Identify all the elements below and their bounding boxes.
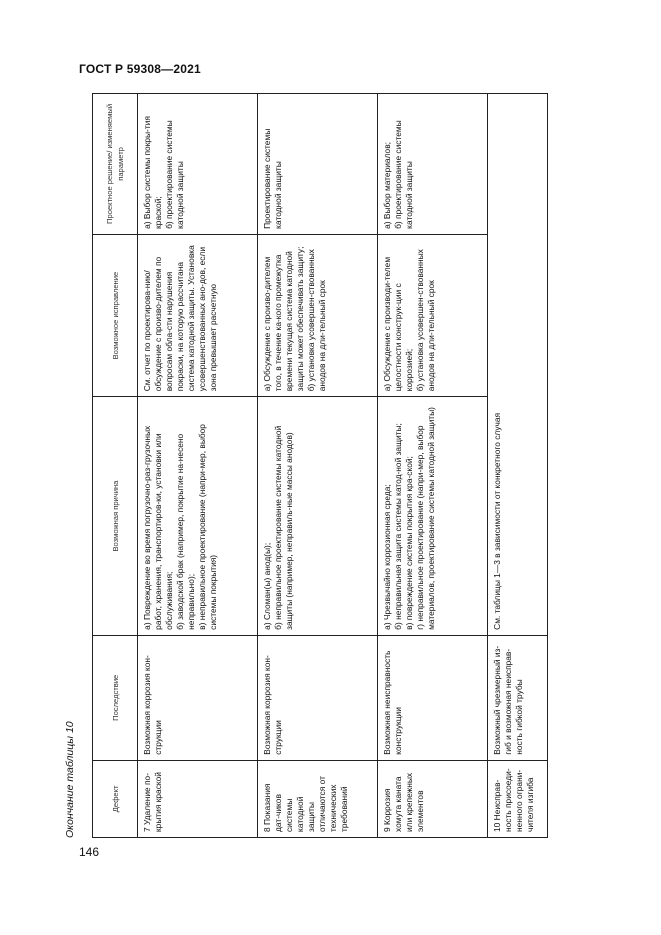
col-header-consequence: Последствие [93, 635, 138, 760]
cell-defect: 7 Удаление по-крытия краской [138, 760, 258, 837]
cell-fix: а) Обсуждение с производи-телем целостности конструк-ции с коррозией; б) установка усовершен-ствованных анодов на дли-тельный срок [378, 234, 488, 396]
cell-defect: 9 Коррозия хомута каната или крепежных элементов [378, 760, 488, 837]
cell-cause: а) Повреждение во время погрузочно-раз-грузочных работ, хранения, транспортиров-ки, установки или обслуживания; б) заводской брак (например, покрытие на-несено неправильно); в) неправильное проектирование (напри-мер, выбор системы покрытия) [138, 397, 258, 636]
cell-cause: а) Сломан(ы) анод(ы); б) неправильное проектирование системы катодной защиты (например, неправиль-ные массы анодов) [258, 397, 378, 636]
cell-consequence: Возможный чрезмерный из-гиб и возможная неисправ-ность гибкой трубы [488, 635, 548, 760]
table-row [138, 94, 258, 838]
cell-cause: а) Чрезвычайно коррозионная среда; б) неправильная защита системы катод-ной защиты; в) повреждение системы покрытия кра-ской; г) неправильное проектирование (напри-мер, выбор материалов, проектирование системы катодной защиты) [378, 397, 488, 636]
cell-defect: 8 Показания дат-чиков системы катодной защиты отличаются от технических требований [258, 760, 378, 837]
standard-header: ГОСТ Р 59308—2021 [79, 62, 201, 76]
cell-consequence: Возможная неисправность конструкции [378, 635, 488, 760]
cell-fix: а) Обсуждение с произво-дителем того, в течение ка-кого промежутка времени текущая система катодной защиты может обеспечивать защиту; б) установка усовершен-ствованных анодов на дли-тельный срок [258, 234, 378, 396]
cell-defect: 10 Неисправ-ность присоеди-ненного ограни-чителя изгиба [488, 760, 548, 837]
defects-table [92, 93, 548, 838]
cell-consequence: Возможная коррозия кон-струкции [258, 635, 378, 760]
col-header-cause: Возможная причина [93, 397, 138, 636]
cell-design: а) Выбор системы покры-тия краской; б) проектирование системы катодной защиты [138, 94, 258, 235]
table-row [378, 94, 488, 838]
col-header-design: Проектное решение/ изменяемый параметр [93, 94, 138, 235]
page-number: 146 [79, 845, 100, 859]
col-header-fix: Возможное исправление [93, 234, 138, 396]
cell-span-note: См. таблицы 1—3 в зависимости от конкретного случая [488, 94, 548, 636]
cell-fix: См. отчет по проектирова-нию/обсуждение с произво-дителем по вопросам обла-сти нарушения покраски, на которую рассчитана система катодной защиты. Установка усовершенствованных ано-дов, если зона превышает расчетную [138, 234, 258, 396]
cell-design: Проектирование системы катодной защиты [258, 94, 378, 235]
table-row [258, 94, 378, 838]
table-caption: Окончание таблицы 10 [64, 721, 76, 838]
cell-consequence: Возможная коррозия кон-струкции [138, 635, 258, 760]
table-header-row [93, 94, 138, 838]
table-row [488, 94, 548, 838]
cell-design: а) Выбор материалов; б) проектирование системы катодной защиты [378, 94, 488, 235]
col-header-defect: Дефект [93, 760, 138, 837]
rotated-table-area [64, 93, 547, 838]
